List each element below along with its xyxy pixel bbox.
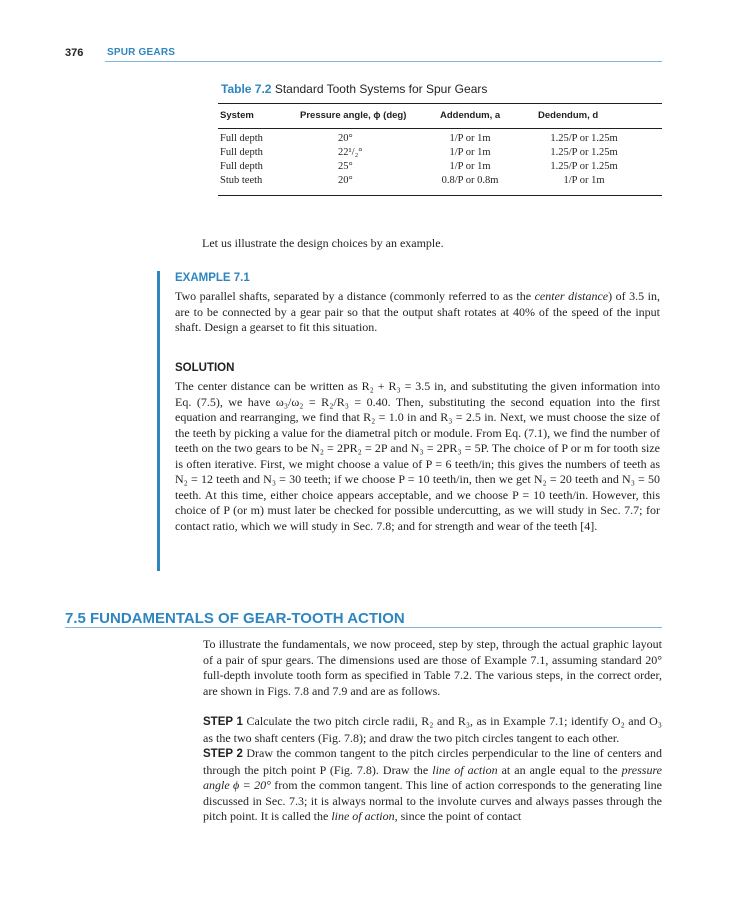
table-cell: Stub teeth	[220, 175, 263, 186]
table-cell: 1/P or 1m	[563, 175, 605, 186]
steps-block	[203, 714, 662, 825]
table-label: Table 7.2	[221, 82, 272, 96]
step-2-label: STEP 2	[203, 748, 243, 760]
table-cell: 1/P or 1m	[449, 133, 491, 144]
table-row	[218, 147, 662, 161]
table-cell: 1.25/P or 1.25m	[550, 147, 618, 158]
running-head: SPUR GEARS	[107, 47, 176, 58]
column-header-system: System	[220, 110, 254, 121]
table-row	[218, 175, 662, 189]
page-number: 376	[65, 47, 84, 59]
header-rule	[105, 61, 662, 62]
step-2-text: Draw the common tangent to the pitch circles perpendicular to the line of centers and through the pitch point P (Fig. 7.8). Draw the	[203, 746, 663, 777]
table-cell: 25°	[338, 161, 353, 172]
example-title: EXAMPLE 7.1	[175, 272, 250, 284]
example-text-end: ) of 3.5 in, are to be connected by a gear pair so that the output shaft rotates at 40% of the speed of the input shaft. Design a gearset to fit this situation.	[175, 289, 660, 334]
solution-paragraph: The center distance can be written as R₂ + R₃ = 3.5 in, and substituting the given information into Eq. (7.5), we have ω₃/ω₂ = R₂/R₃ = 0.40. Then, substituting the second equation into the first equation and rearranging, we find that R₂ = 1.0 in and R₃ = 2.5 in. Next, we must choose the size of the teeth by picking a value for the diametral pitch or module. From Eq. (7.1), we find the number of teeth on the two gears to be N₂ = 2PR₂ = 2P and N₃ = 2PR₃ = 5P. The choice of P or m for tooth size is often iterative. First, we might choose a value of P = 6 teeth/in; this gives the numbers of teeth as N₂ = 12 teeth and N₃ = 30 teeth; if we choose P = 10 teeth/in, then we get N₂ = 20 teeth and N₃ = 50 teeth. At this time, either choice appears acceptable, and we choose P = 10 teeth/in. However, this choice of P (or m) must later be checked for possible undercutting, as we will study in Sec. 7.7; for contact ratio, which we will study in Sec. 7.8; and for strength and wear of the teeth [4].	[175, 379, 660, 533]
column-header-dedendum: Dedendum, d	[538, 110, 599, 121]
table-title: Standard Tooth Systems for Spur Gears	[274, 82, 488, 96]
example-emphasis: center distance	[534, 289, 609, 303]
tooth-systems-table	[218, 103, 662, 196]
column-header-pressure-angle: Pressure angle, ϕ (deg)	[300, 110, 407, 121]
step-2-emphasis: line of action	[331, 809, 395, 823]
step-2-text: from the common tangent. This line of action corresponds to the generating line discussed in Sec. 7.3; it is always normal to the involute curves and always passes through the pitch point. It is called the	[203, 778, 662, 823]
example-text-start: Two parallel shafts, separated by a distance (commonly referred to as the	[175, 289, 535, 303]
step-2-text: at an angle equal to the	[497, 762, 622, 777]
table-cell: 0.8/P or 0.8m	[441, 175, 499, 186]
table-cell: 22¹/₂°	[338, 147, 363, 158]
solution-title: SOLUTION	[175, 362, 235, 374]
table-caption	[221, 82, 487, 96]
section-title: 7.5 FUNDAMENTALS OF GEAR-TOOTH ACTION	[65, 610, 405, 627]
page-header	[65, 47, 662, 63]
example-paragraph	[175, 289, 660, 336]
section-rule	[65, 627, 662, 628]
step-2-emphasis: pressure angle ϕ = 20°	[203, 762, 663, 792]
intro-paragraph: Let us illustrate the design choices by an example.	[202, 236, 444, 250]
table-cell: 1.25/P or 1.25m	[550, 161, 618, 172]
step-2-text: , since the point of contact	[394, 809, 522, 823]
table-cell: 1.25/P or 1.25m	[550, 133, 618, 144]
table-cell: Full depth	[220, 147, 263, 158]
step-1-text: Calculate the two pitch circle radii, R₂ and R₃, as in Example 7.1; identify O₂ and O₃ as the two shaft centers (Fig. 7.8); and draw the two pitch circles tangent to each other.	[203, 714, 662, 745]
step-2-emphasis: line of action	[432, 762, 498, 777]
section-intro-paragraph: To illustrate the fundamentals, we now proceed, step by step, through the actual graphic layout of a pair of spur gears. The dimensions used are those of Example 7.1, assuming standard 20° full-depth involute tooth form as specified in Table 7.2. The various steps, in the correct order, are shown in Figs. 7.8 and 7.9 and are as follows.	[203, 637, 662, 698]
table-row	[218, 161, 662, 175]
table-cell: 20°	[338, 175, 353, 186]
table-cell: 1/P or 1m	[449, 161, 491, 172]
table-row	[218, 133, 662, 147]
table-cell: 20°	[338, 133, 353, 144]
table-header-row	[218, 103, 662, 129]
table-bottom-rule	[218, 189, 662, 196]
column-header-addendum: Addendum, a	[440, 110, 501, 121]
table-cell: Full depth	[220, 161, 263, 172]
example-sidebar-rule	[157, 271, 160, 571]
table-cell: 1/P or 1m	[449, 147, 491, 158]
step-1-label: STEP 1	[203, 716, 243, 728]
table-cell: Full depth	[220, 133, 263, 144]
